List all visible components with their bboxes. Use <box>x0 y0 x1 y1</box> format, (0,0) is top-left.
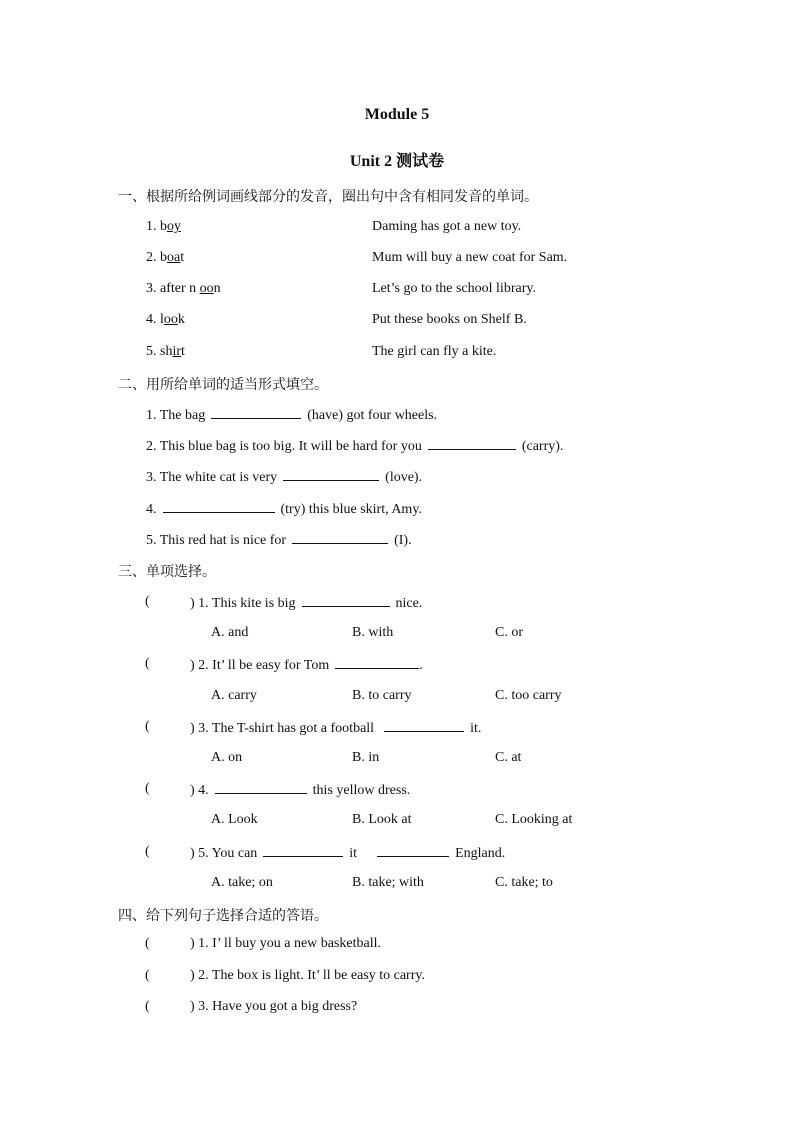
option-b[interactable]: B. with <box>352 625 394 640</box>
response-question: ) 2. The box is light. It’ ll be easy to carry. <box>190 968 425 983</box>
option-b[interactable]: B. in <box>352 750 380 765</box>
option-b[interactable]: B. Look at <box>352 812 412 827</box>
answer-blank[interactable] <box>211 406 301 419</box>
fill-blank-item: 4. (try) this blue skirt, Amy. <box>146 502 422 517</box>
option-c[interactable]: C. take; to <box>495 875 553 890</box>
section1-heading: 一、根据所给例词画线部分的发音，圈出句中含有相同发音的单词。 <box>118 189 538 205</box>
example-sentence: Let’s go to the school library. <box>372 281 536 296</box>
option-c[interactable]: C. Looking at <box>495 812 573 827</box>
section4-heading: 四、给下列句子选择合适的答语。 <box>118 908 328 924</box>
answer-blank <box>263 844 343 857</box>
example-word: 3. after n oon <box>146 281 221 296</box>
section2-heading: 二、用所给单词的适当形式填空。 <box>118 377 328 393</box>
unit-title: Unit 2 测试卷 <box>349 153 445 170</box>
answer-paren-open[interactable]: ( <box>145 999 150 1014</box>
choice-question: ) 5. You can it England. <box>190 846 506 861</box>
option-c[interactable]: C. at <box>495 750 522 765</box>
section3-heading: 三、单项选择。 <box>118 564 216 580</box>
example-sentence: Daming has got a new toy. <box>372 219 522 234</box>
answer-blank <box>384 719 464 732</box>
fill-blank-item: 5. This red hat is nice for (I). <box>146 533 412 548</box>
example-word: 2. boat <box>146 250 185 265</box>
option-b[interactable]: B. take; with <box>352 875 424 890</box>
choice-question: ) 3. The T-shirt has got a football it. <box>190 721 482 736</box>
option-a[interactable]: A. and <box>211 625 249 640</box>
answer-paren-open[interactable]: ( <box>145 781 150 796</box>
answer-blank <box>335 656 419 669</box>
answer-blank <box>377 844 449 857</box>
example-word: 4. look <box>146 312 185 327</box>
answer-blank <box>215 781 307 794</box>
option-c[interactable]: C. or <box>495 625 523 640</box>
fill-blank-item: 1. The bag (have) got four wheels. <box>146 408 438 423</box>
response-question: ) 3. Have you got a big dress? <box>190 999 358 1014</box>
example-sentence: Mum will buy a new coat for Sam. <box>372 250 568 265</box>
answer-blank[interactable] <box>428 437 516 450</box>
answer-paren-open[interactable]: ( <box>145 719 150 734</box>
example-sentence: The girl can fly a kite. <box>372 344 497 359</box>
option-a[interactable]: A. carry <box>211 688 257 703</box>
example-sentence: Put these books on Shelf B. <box>372 312 527 327</box>
response-question: ) 1. I’ ll buy you a new basketball. <box>190 936 382 951</box>
fill-blank-item: 2. This blue bag is too big. It will be hard for you (carry). <box>146 439 564 454</box>
answer-paren-open[interactable]: ( <box>145 656 150 671</box>
fill-blank-item: 3. The white cat is very (love). <box>146 470 423 485</box>
answer-paren-open[interactable]: ( <box>145 594 150 609</box>
answer-paren-open[interactable]: ( <box>145 936 150 951</box>
option-a[interactable]: A. take; on <box>211 875 273 890</box>
answer-blank <box>302 594 390 607</box>
example-word: 1. boy <box>146 219 181 234</box>
module-title: Module 5 <box>364 106 430 123</box>
example-word: 5. shirt <box>146 344 185 359</box>
choice-question: ) 2. It’ ll be easy for Tom . <box>190 658 423 673</box>
option-c[interactable]: C. too carry <box>495 688 562 703</box>
option-b[interactable]: B. to carry <box>352 688 412 703</box>
choice-question: ) 4. this yellow dress. <box>190 783 411 798</box>
answer-blank[interactable] <box>283 468 379 481</box>
answer-paren-open[interactable]: ( <box>145 844 150 859</box>
answer-blank[interactable] <box>163 500 275 513</box>
option-a[interactable]: A. on <box>211 750 243 765</box>
option-a[interactable]: A. Look <box>211 812 258 827</box>
answer-blank[interactable] <box>292 531 388 544</box>
choice-question: ) 1. This kite is big nice. <box>190 596 423 611</box>
answer-paren-open[interactable]: ( <box>145 968 150 983</box>
